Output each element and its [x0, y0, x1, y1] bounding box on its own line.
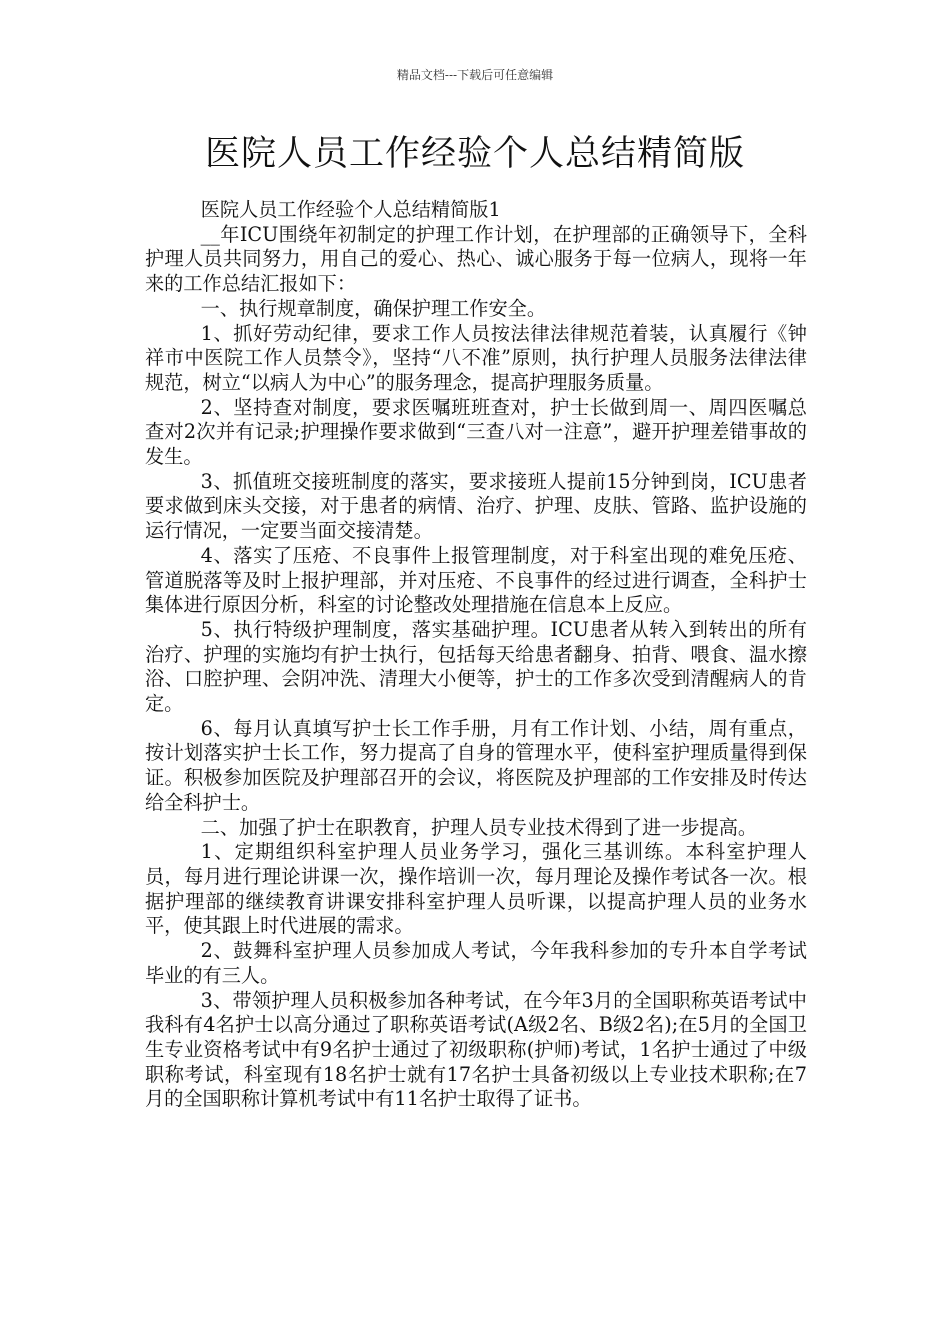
header-note: 精品文档---下载后可任意编辑	[396, 68, 554, 82]
paragraph-1-6: 6、每月认真填写护士长工作手册，月有工作计划、小结，周有重点，按计划落实护士长工作，努力提高了自身的管理水平，使科室护理质量得到保证。积极参加医院及护理部召开的会议，将医院及护理部的工作安排及时传达给全科护士。	[145, 716, 807, 814]
paragraph-2-2: 2、鼓舞科室护理人员参加成人考试，今年我科参加的专升本自学考试毕业的有三人。	[145, 939, 807, 987]
paragraph-1-2: 2、坚持查对制度，要求医嘱班班查对，护士长做到周一、周四医嘱总查对2次并有记录;护理操作要求做到“三查八对一注意”，避开护理差错事故的发生。	[145, 395, 807, 469]
paragraph-2-3: 3、带领护理人员积极参加各种考试，在今年3月的全国职称英语考试中我科有4名护士以高分通过了职称英语考试(A级2名、B级2名);在5月的全国卫生专业资格考试中有9名护士通过了初级职称(护师)考试，1名护士通过了中级职称考试，科室现有18名护士就有17名护士具备初级以上专业技术职称;在7月的全国职称计算机考试中有11名护士取得了证书。	[145, 988, 807, 1111]
document-body	[145, 198, 807, 1112]
section-heading-2: 二、加强了护士在职教育，护理人员专业技术得到了进一步提高。	[200, 815, 758, 839]
intro-paragraph: __年ICU围绕年初制定的护理工作计划，在护理部的正确领导下，全科护理人员共同努力，用自己的爱心、热心、诚心服务于每一位病人，现将一年来的工作总结汇报如下：	[145, 222, 807, 296]
document-title: 医院人员工作经验个人总结精简版	[204, 134, 745, 174]
document-subtitle: 医院人员工作经验个人总结精简版1	[200, 198, 501, 221]
paragraph-2-1: 1、定期组织科室护理人员业务学习，强化三基训练。本科室护理人员，每月进行理论讲课一次，操作培训一次，每月理论及操作考试各一次。根据护理部的继续教育讲课安排科室护理人员听课，以提高护理人员的业务水平，使其跟上时代进展的需求。	[145, 840, 807, 938]
section-heading-1: 一、执行规章制度，确保护理工作安全。	[200, 296, 547, 320]
paragraph-1-4: 4、落实了压疮、不良事件上报管理制度，对于科室出现的难免压疮、管道脱落等及时上报护理部，并对压疮、不良事件的经过进行调查，全科护士集体进行原因分析，科室的讨论整改处理措施在信息本上反应。	[145, 543, 807, 617]
paragraph-1-5: 5、执行特级护理制度，落实基础护理。ICU患者从转入到转出的所有治疗、护理的实施均有护士执行，包括每天给患者翻身、拍背、喂食、温水擦浴、口腔护理、会阴冲洗、清理大小便等，护士的工作多次受到清醒病人的肯定。	[145, 617, 807, 716]
paragraph-1-3: 3、抓值班交接班制度的落实，要求接班人提前15分钟到岗，ICU患者要求做到床头交接，对于患者的病情、治疗、护理、皮肤、管路、监护设施的运行情况，一定要当面交接清楚。	[145, 469, 807, 543]
paragraph-1-1: 1、抓好劳动纪律，要求工作人员按法律法律规范着装，认真履行《钟祥市中医院工作人员禁令》，坚持“八不准”原则，执行护理人员服务法律法律规范，树立“以病人为中心”的服务理念，提高护理服务质量。	[145, 321, 807, 394]
